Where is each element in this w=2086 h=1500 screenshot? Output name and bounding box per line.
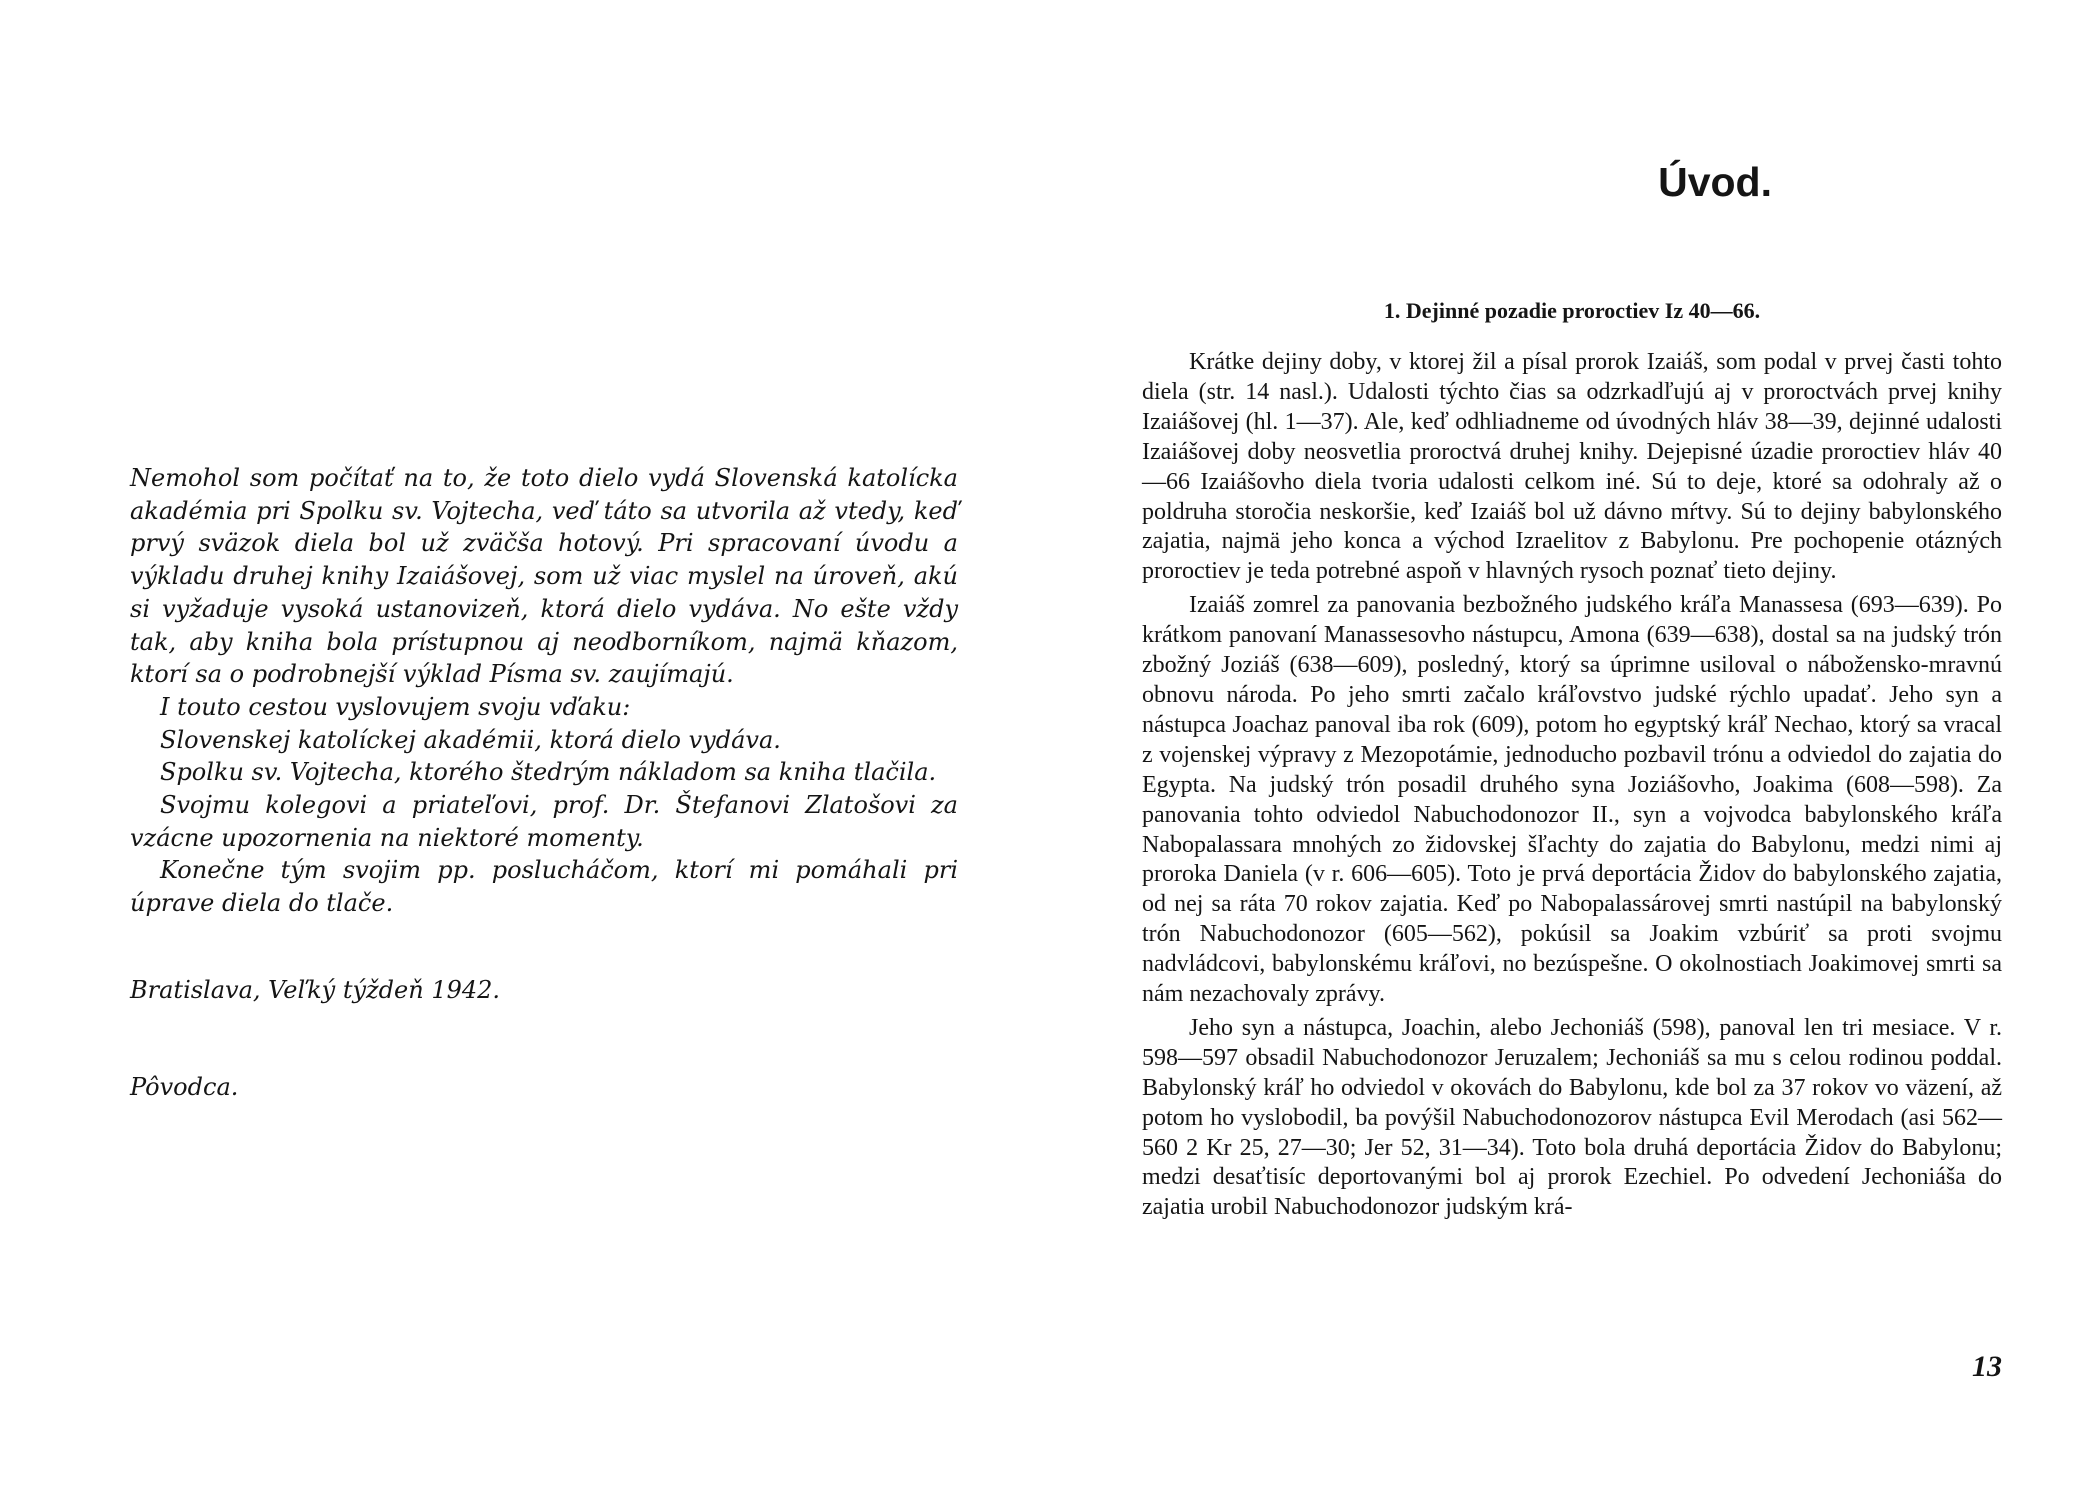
body-paragraph: Jeho syn a nástupca, Joachin, alebo Jechoniáš (598), panoval len tri mesiace. V r. 598—597 obsadil Nabuchodonozor Jeruzalem; Jechoniáš sa mu s celou rodinou poddal. Babylonský kráľ ho odviedol v okovách do Babylonu, kde bol za 37 rokov vo väzení, až potom ho vyslobodil, ba povýšil Nabuchodonozorov nástupca Evil Merodach (asi 562—560 2 Kr 25, 27—30; Jer 52, 31—34). Toto bola druhá deportácia Židov do Babylonu; medzi desaťtisíc deportovanými bol aj prorok Ezechiel. Po odvedení Jechoniáša do zajatia urobil Nabuchodonozor judským krá- — [1142, 1014, 2002, 1221]
right-page-introduction — [1142, 160, 2002, 1223]
body-text — [1142, 348, 2002, 1223]
body-paragraph: Krátke dejiny doby, v ktorej žil a písal prorok Izaiáš, som podal v prvej časti tohto diela (str. 14 nasl.). Udalosti týchto čias sa odzrkadľujú aj v proroctvách prvej knihy Izaiášovej (hl. 1—37). Ale, keď odhliadneme od úvodných hláv 38—39, dejinné udalosti Izaiášovej doby neosvetlia proroctvá druhej knihy. Dejepisné úzadie proroctiev hláv 40—66 Izaiášovho diela tvoria udalosti celkom iné. Sú to deje, ktoré sa odohraly až o poldruha storočia neskoršie, keď Izaiáš bol už dávno mŕtvy. Sú to dejiny babylonského zajatia, najmä jeho konca a východ Izraelitov z Babylonu. Pre pochopenie otázných proroctiev je teda potrebné aspoň v hlavných rysoch poznať tieto dejiny. — [1142, 349, 2002, 585]
place-date: Bratislava, Veľký týždeň 1942. — [130, 975, 501, 1004]
foreword-thanks-line: Konečne tým svojim pp. poslucháčom, ktorí mi pomáhali pri úprave diela do tlače. — [130, 856, 958, 918]
section-heading: 1. Dejinné pozadie proroctiev Iz 40—66. — [1383, 298, 1761, 323]
foreword-thanks-line: Slovenskej katolíckej akadémii, ktorá dielo vydáva. — [160, 725, 781, 754]
foreword-thanks-intro: I touto cestou vyslovujem svoju vďaku: — [160, 692, 631, 721]
author-signature: Pôvodca. — [130, 1072, 239, 1101]
page-number: 13 — [1972, 1350, 2002, 1383]
foreword-paragraph: Nemohol som počítať na to, že toto dielo vydá Slovenská katolícka akadémia pri Spolku sv. Vojtecha, veď táto sa utvorila až vtedy, keď prvý sväzok diela bol už zväčša hotový. Pri spracovaní úvodu a výkladu druhej knihy Izaiášovej, som už viac myslel na úroveň, akú si vyžaduje vysoká ustanovizeň, ktorá dielo vydáva. No ešte vždy tak, aby kniha bola prístupnou aj neodborníkom, najmä kňazom, ktorí sa o podrobnejší výklad Písma sv. zaujímajú. — [130, 464, 958, 689]
foreword-thanks-line: Svojmu kolegovi a priateľovi, prof. Dr. Štefanovi Zlatošovi za vzácne upozornenia na niektoré momenty. — [130, 791, 958, 852]
left-page-foreword — [130, 462, 958, 1103]
body-paragraph: Izaiáš zomrel za panovania bezbožného judského kráľa Manassesa (693—639). Po krátkom panovaní Manassesovho nástupcu, Amona (639—638), dostal sa na judský trón zbožný Joziáš (638—609), posledný, ktorý sa úprimne usiloval o nábožensko-mravnú obnovu národa. Po jeho smrti začalo kráľovstvo judské rýchlo upadať. Jeho syn a nástupca Joachaz panoval iba rok (609), potom ho egyptský kráľ Nechao, ktorý sa vracal z vojenskej výpravy z Mezopotámie, jednoducho pozbavil trónu a odviedol do zajatia do Egypta. Na judský trón posadil druhého syna Joziášovho, Joakima (608—598). Za panovania tohto odviedol Nabuchodonozor II., syn a vojvodca babylonského kráľa Nabopalassara mnohých zo židovskej šľachty do zajatia do Babylonu, medzi nimi aj proroka Daniela (v r. 606—605). Toto je prvá deportácia Židov do babylonského zajatia, od nej sa ráta 70 rokov zajatia. Keď po Nabopalassárovej smrti nastúpil na babylonský trón Nabuchodonozor (605—562), pokúsil sa Joakim vzbúriť sa proti svojmu nadvládcovi, babylonskému kráľovi, no bezúspešne. O okolnostiach Joakimovej smrti sa nám nezachovaly zprávy. — [1142, 592, 2002, 1008]
foreword-thanks-line: Spolku sv. Vojtecha, ktorého štedrým nákladom sa kniha tlačila. — [160, 758, 937, 787]
chapter-title: Úvod. — [1658, 159, 1772, 205]
